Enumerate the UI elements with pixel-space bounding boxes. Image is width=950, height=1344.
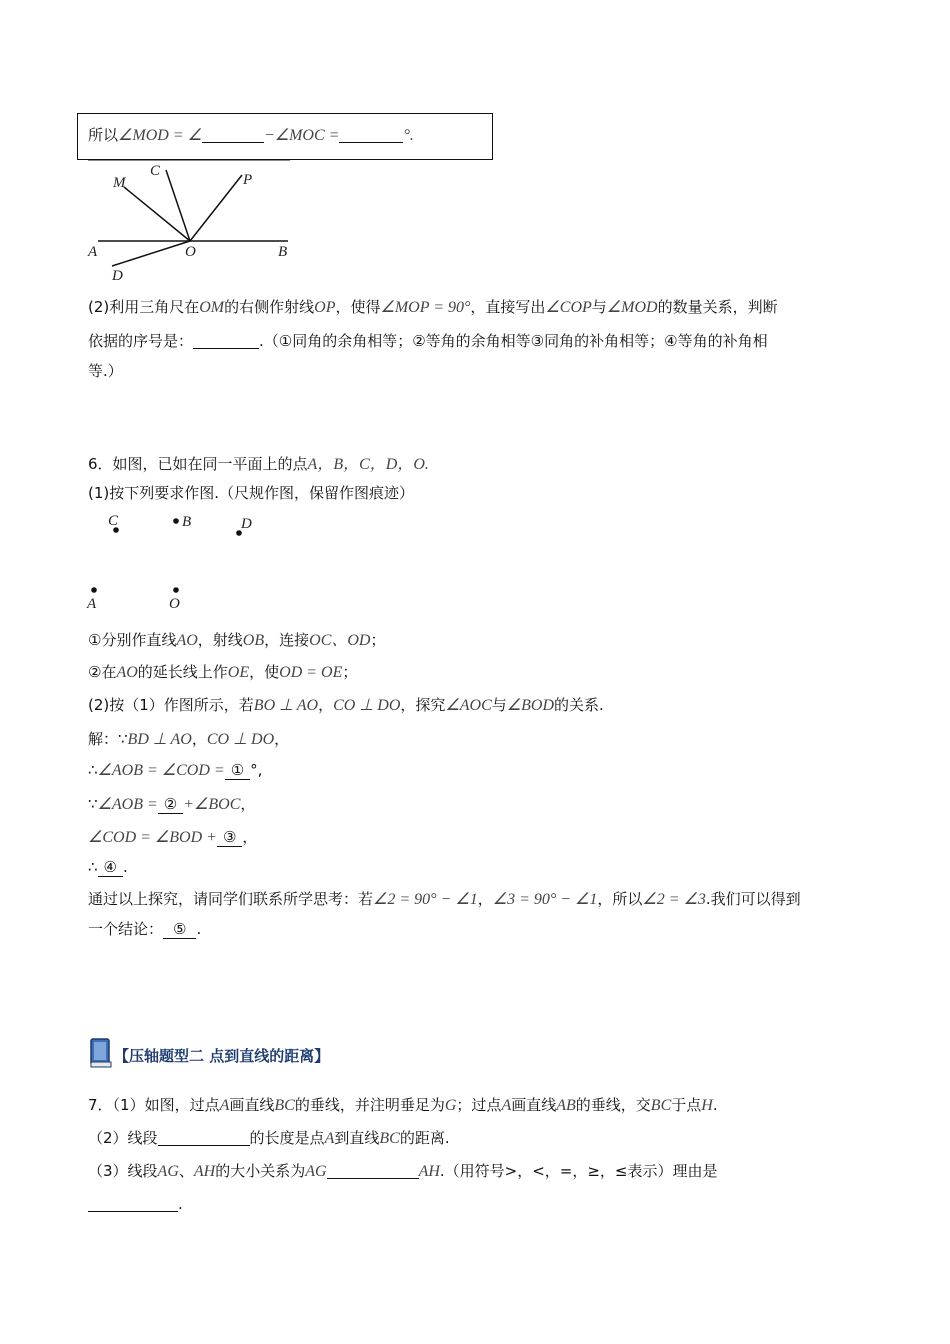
ray-od	[112, 241, 190, 266]
q6-think-line2: 一个结论： ⑤ .	[88, 920, 202, 938]
label-c: C	[150, 163, 161, 179]
point-b	[173, 518, 179, 524]
points-figure	[84, 508, 284, 618]
label-d: D	[241, 516, 252, 532]
blank-1[interactable]: ①	[225, 761, 250, 780]
q7-line1: 7．（1）如图，过点A画直线BC的垂线，并注明垂足为G；过点A画直线AB的垂线，交BC于点H.	[88, 1096, 718, 1114]
blank[interactable]	[202, 126, 264, 143]
angle-figure	[80, 160, 300, 290]
book-icon	[88, 1037, 114, 1069]
label-c: C	[108, 513, 119, 529]
q5-part2-line2: 依据的序号是： .（①同角的余角相等；②等角的余角相等③同角的补角相等；④等角的补角相	[88, 332, 768, 350]
q6-row1: ∴∠AOB = ∠COD = ① °,	[88, 761, 263, 779]
label-a: A	[88, 244, 98, 260]
label-a: A	[87, 596, 97, 612]
q7-line3: （3）线段AG、AH的大小关系为AG AH.（用符号>，<，=，≥，≤表示）理由是	[88, 1162, 718, 1180]
label-o: O	[185, 244, 196, 260]
label-b: B	[278, 244, 288, 260]
q5-part2-line1: (2)利用三角尺在OM的右侧作射线OP，使得∠MOP = 90°，直接写出∠COP与∠MOD的数量关系，判断	[88, 298, 778, 316]
q6-row2: ∵∠AOB = ② +∠BOC，	[88, 795, 256, 813]
blank[interactable]	[327, 1162, 419, 1179]
q5-part2-line3: 等.）	[88, 362, 123, 380]
label-m: M	[113, 175, 126, 191]
blank-3[interactable]: ③	[217, 828, 242, 847]
q6-step1: ①分别作直线AO，射线OB，连接OC、OD；	[88, 631, 386, 649]
label-b: B	[182, 514, 192, 530]
q6-think-line1: 通过以上探究，请同学们联系所学思考：若∠2 = 90° − ∠1，∠3 = 90° − ∠1，所以∠2 = ∠3.我们可以得到	[88, 890, 801, 908]
point-a	[91, 587, 97, 593]
label-o: O	[169, 596, 180, 612]
q6-row3: ∠COD = ∠BOD + ③ ，	[88, 828, 258, 846]
ray-op	[190, 175, 242, 241]
q6-title: 6．如图，已如在同一平面上的点A，B，C，D，O.	[88, 455, 429, 473]
label-p: P	[243, 172, 253, 188]
point-o	[173, 587, 179, 593]
section-heading: 【压轴题型二 点到直线的距离】	[114, 1047, 330, 1065]
q6-solution: 解：∵BD ⊥ AO，CO ⊥ DO，	[88, 730, 290, 748]
blank[interactable]	[339, 126, 403, 143]
q6-part2: (2)按（1）作图所示，若BO ⊥ AO，CO ⊥ DO，探究∠AOC与∠BOD的关系.	[88, 696, 604, 714]
blank-2[interactable]: ②	[158, 795, 183, 814]
blank[interactable]	[158, 1129, 250, 1146]
q7-line4: .	[88, 1195, 183, 1213]
q6-row4: ∴ ④ .	[88, 858, 128, 876]
q6-part1: (1)按下列要求作图.（尺规作图，保留作图痕迹）	[88, 484, 415, 502]
q6-step2: ②在AO的延长线上作OE，使OD = OE；	[88, 663, 358, 681]
blank-5[interactable]: ⑤	[163, 920, 196, 939]
blank[interactable]	[193, 332, 259, 349]
q7-line2: （2）线段 的长度是点A到直线BC的距离.	[88, 1129, 450, 1147]
blank[interactable]	[88, 1195, 178, 1212]
box-line: 所以∠MOD = ∠ −∠MOC = °.	[88, 126, 414, 144]
label-d: D	[112, 268, 123, 284]
blank-4[interactable]: ④	[98, 858, 123, 877]
